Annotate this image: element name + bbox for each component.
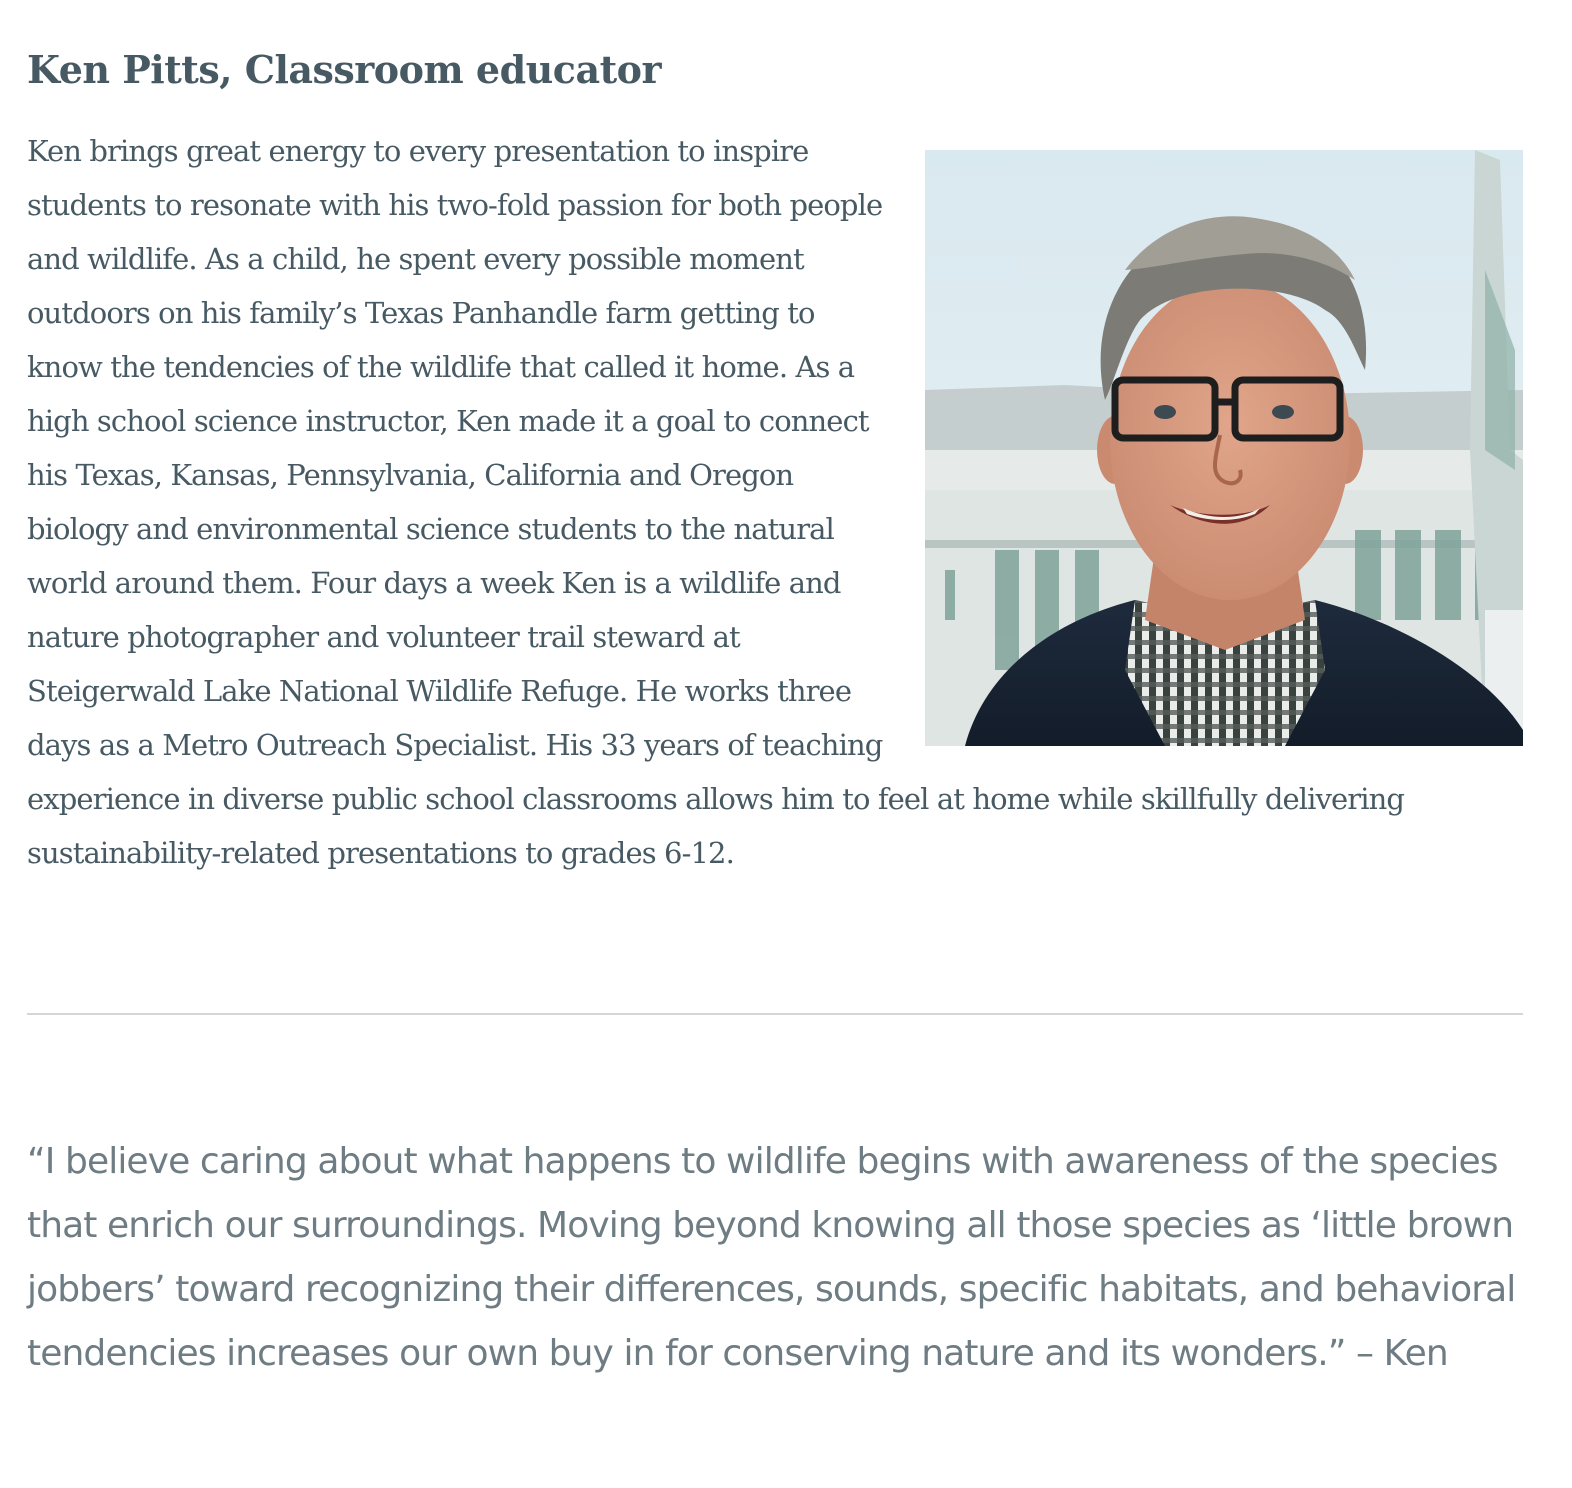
profile-photo <box>925 150 1523 746</box>
profile-body <box>27 124 1523 880</box>
staff-profile <box>27 0 1523 1374</box>
profile-heading: Ken Pitts, Classroom educator <box>27 47 661 92</box>
profile-bio: Ken brings great energy to every presentation to inspire students to resonate with his two-fold passion for both people and wildlife. As a child, he spent every possible moment outdoors on his family’s Texas Panhandle farm getting to know the tendencies of the wildlife that called it home. As a high school science instructor, Ken made it a goal to connect his Texas, Kansas, Pennsylvania, California and Oregon biology and environmental science students to the natural world around them. Four days a week Ken is a wildlife and nature photographer and volunteer trail steward at Steigerwald Lake National Wildlife Refuge. He works three days as a Metro Outreach Specialist. His 33 years of teaching experience in diverse public school classrooms allows him to feel at home while skillfully delivering sustainability-related presentations to grades 6-12. <box>27 134 1405 870</box>
section-divider <box>27 1013 1523 1015</box>
profile-quote: “I believe caring about what happens to wildlife begins with awareness of the species that enrich our surroundings. Moving beyond knowing all those species as ‘little brown jobbers’ toward recognizing their differences, sounds, specific habitats, and behavioral tendencies increases our own buy in for conserving nature and its wonders.” – Ken <box>27 1141 1516 1374</box>
